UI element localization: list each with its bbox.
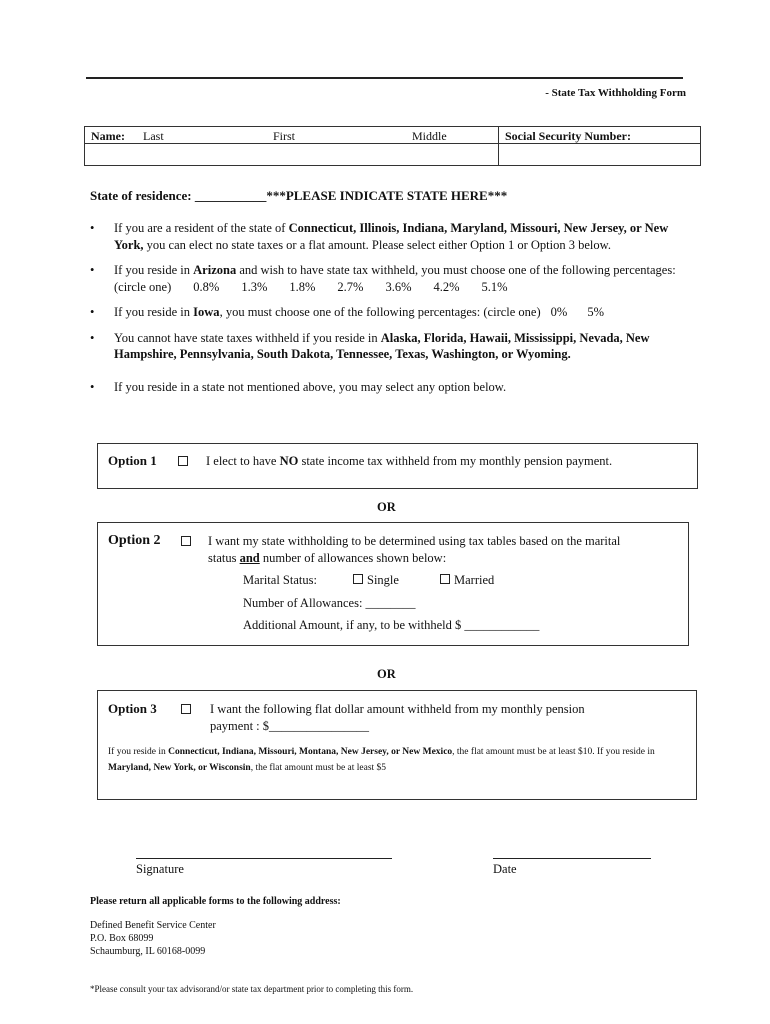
percentage-option: 0% bbox=[550, 305, 568, 319]
list-text: You cannot have state taxes withheld if you reside in bbox=[114, 330, 381, 345]
list-text: and wish to have state tax withheld, you must choose one of the following percentages: (circle one) bbox=[114, 263, 676, 294]
signature-line[interactable] bbox=[136, 858, 392, 859]
married-label: Married bbox=[454, 573, 495, 587]
footnote: *Please consult your tax advisorand/or state tax department prior to completing this form. bbox=[90, 984, 414, 994]
list-text: If you are a resident of the state of bbox=[114, 221, 289, 235]
list-text: If you reside in bbox=[114, 263, 194, 277]
ssn-label: Social Security Number: bbox=[505, 129, 631, 143]
address-line-2: P.O. Box 68099 bbox=[90, 933, 154, 944]
return-heading: Please return all applicable forms to the following address: bbox=[90, 896, 341, 907]
name-ssn-table bbox=[84, 126, 701, 166]
signature-label: Signature bbox=[136, 862, 184, 876]
option3-checkbox[interactable] bbox=[181, 704, 191, 714]
list-item bbox=[86, 220, 686, 253]
date-label: Date bbox=[493, 862, 517, 876]
list-item bbox=[86, 262, 686, 295]
list-text: you can elect no state taxes or a flat amount. Please select either Option 1 or Option 3 below. bbox=[143, 237, 611, 252]
list-text-bold: Alaska, Florida, Hawaii, Mississippi, Nevada, New Hampshire, Pennsylvania, South Dakota, Tennessee, Texas, Washington, or Wyoming. bbox=[114, 330, 650, 361]
name-label: Name: bbox=[91, 129, 125, 143]
list-item bbox=[86, 304, 686, 321]
percentage-option: 1.3% bbox=[241, 279, 268, 294]
option3-box bbox=[97, 690, 697, 800]
state-of-residence-line[interactable]: State of residence: ___________***PLEASE INDICATE STATE HERE*** bbox=[90, 188, 508, 203]
ssn-field[interactable] bbox=[500, 144, 700, 165]
option3-note-mid: , the flat amount must be at least $10. If you reside in bbox=[452, 747, 655, 757]
percentage-option: 3.6% bbox=[385, 279, 412, 294]
married-checkbox[interactable] bbox=[440, 574, 450, 584]
bullet-icon: • bbox=[90, 263, 95, 277]
option3-text[interactable]: I want the following flat dollar amount withheld from my monthly pension payment : $________________ bbox=[210, 702, 585, 733]
list-item bbox=[86, 330, 686, 363]
option3-note-states2: Maryland, New York, or Wisconsin bbox=[108, 763, 251, 773]
middle-name-label: Middle bbox=[412, 129, 447, 143]
option2-text-post: number of allowances shown below: bbox=[259, 550, 447, 565]
single-label: Single bbox=[367, 573, 399, 587]
list-text: If you reside in bbox=[114, 305, 194, 319]
bullet-icon: • bbox=[90, 305, 95, 319]
address-line-3: Schaumburg, IL 60168-0099 bbox=[90, 946, 206, 957]
date-line[interactable] bbox=[493, 858, 651, 859]
list-item bbox=[86, 379, 686, 396]
option1-text-bold: NO bbox=[279, 454, 299, 468]
option1-text bbox=[206, 453, 612, 470]
percentage-option: 4.2% bbox=[433, 279, 460, 294]
or-separator: OR bbox=[377, 667, 396, 681]
option1-checkbox[interactable] bbox=[178, 456, 188, 466]
form-title: - State Tax Withholding Form bbox=[545, 87, 686, 99]
single-checkbox[interactable] bbox=[353, 574, 363, 584]
name-field[interactable] bbox=[86, 144, 497, 165]
option1-box bbox=[97, 443, 698, 489]
percentage-option: 5% bbox=[587, 305, 604, 319]
bullet-icon: • bbox=[90, 221, 95, 235]
address-line-1: Defined Benefit Service Center bbox=[90, 920, 216, 931]
option2-text-and: and bbox=[239, 550, 260, 565]
option2-label: Option 2 bbox=[108, 533, 161, 548]
option2-box bbox=[97, 522, 689, 646]
option3-note-pre: If you reside in bbox=[108, 747, 169, 757]
percentage-option: 0.8% bbox=[193, 279, 220, 294]
percentage-option: 5.1% bbox=[481, 279, 508, 294]
option1-text-post: state income tax withheld from my monthly pension payment. bbox=[298, 454, 613, 468]
option3-note-states1: Connecticut, Indiana, Missouri, Montana, New Jersey, or New Mexico bbox=[168, 747, 453, 757]
percentage-option: 1.8% bbox=[289, 279, 316, 294]
option3-note-post: , the flat amount must be at least $5 bbox=[250, 763, 387, 773]
option2-text-pre: I want my state withholding to be determined using tax tables based on the marital status bbox=[208, 534, 621, 565]
list-text-bold: Iowa bbox=[193, 305, 220, 319]
first-name-label: First bbox=[273, 129, 296, 143]
bullet-icon: • bbox=[90, 379, 95, 394]
option3-note bbox=[108, 744, 683, 776]
or-separator: OR bbox=[377, 500, 396, 514]
percentage-option: 2.7% bbox=[337, 279, 364, 294]
option3-label: Option 3 bbox=[108, 701, 157, 716]
table-column-divider bbox=[498, 127, 499, 165]
list-text-bold: Connecticut, Illinois, Indiana, Maryland, Missouri, New Jersey, or New York, bbox=[114, 221, 669, 252]
marital-status-label: Marital Status: bbox=[243, 573, 317, 587]
list-text: If you reside in a state not mentioned above, you may select any option below. bbox=[114, 379, 507, 394]
additional-amount-field[interactable]: Additional Amount, if any, to be withheld $ ____________ bbox=[243, 618, 540, 632]
top-rule bbox=[86, 77, 683, 79]
list-text: , you must choose one of the following percentages: (circle one) bbox=[219, 305, 541, 319]
option1-label: Option 1 bbox=[108, 453, 157, 468]
bullet-icon: • bbox=[90, 330, 95, 345]
last-name-label: Last bbox=[143, 129, 164, 143]
option2-text bbox=[208, 533, 648, 566]
option1-text-pre: I elect to have bbox=[206, 454, 280, 468]
allowances-field[interactable]: Number of Allowances: ________ bbox=[243, 596, 416, 610]
instructions-list bbox=[86, 220, 686, 404]
option2-checkbox[interactable] bbox=[181, 536, 191, 546]
list-text-bold: Arizona bbox=[193, 263, 237, 277]
